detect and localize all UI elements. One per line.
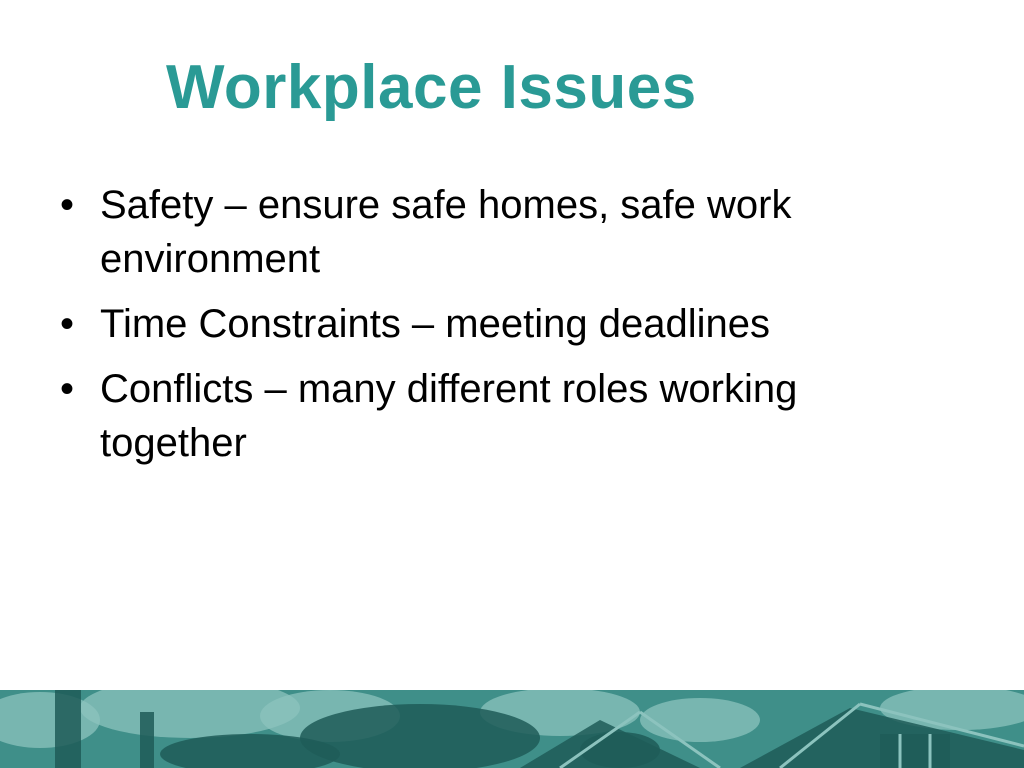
footer-photo-band — [0, 690, 1024, 768]
bullet-dot: • — [60, 183, 75, 227]
bullet-item-time-constraints — [60, 297, 940, 351]
bullet-dot: • — [60, 367, 75, 411]
house-trees-photo-icon — [0, 690, 1024, 768]
bullet-text: Time Constraints – meeting deadlines — [100, 302, 770, 346]
bullet-text: Conflicts – many different roles working together — [100, 367, 798, 465]
slide-title: Workplace Issues — [166, 53, 697, 122]
bullet-text: Safety – ensure safe homes, safe work environment — [100, 183, 792, 281]
bullet-dot: • — [60, 302, 75, 346]
bullet-item-conflicts — [60, 362, 940, 470]
bullet-item-safety — [60, 178, 940, 286]
bullet-list — [60, 178, 940, 481]
